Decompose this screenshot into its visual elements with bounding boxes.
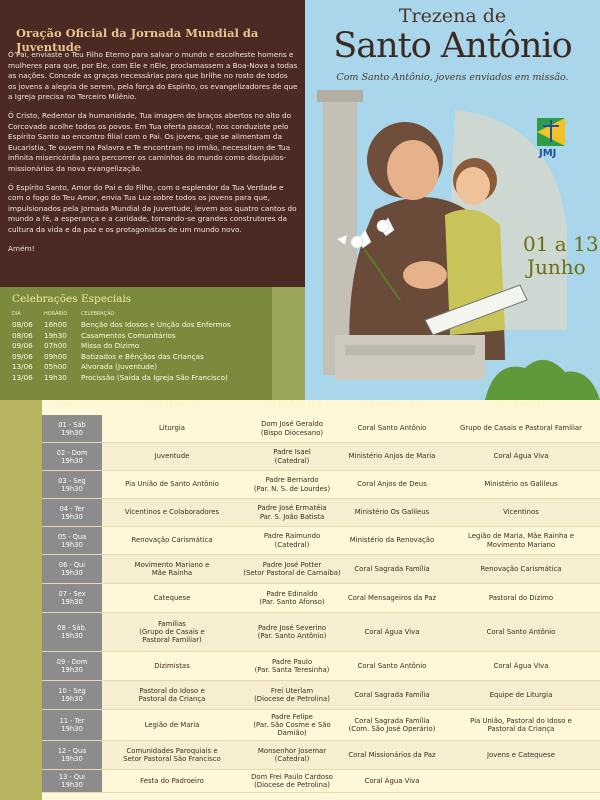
date-range: 01 a 13	[523, 232, 599, 256]
row-day: 02 - Dom	[56, 448, 88, 457]
cell-date	[42, 652, 102, 680]
prayer-paragraph: Ó Cristo, Redentor da humanidade, Tua imagem de braços abertos no alto do Corcovado acolhe todos os povos. Em Tua oferta pascal, nos conduziste pelo Espírito Santo ao encontro filial com o Pai. Os jovens, que se alimentam da Eucaristia, Te ouvem na Palavra e Te encontram no irmão, necessitam de Tua infinita misericórdia para percorrer os caminhos do mundo como discípulos-missionários da nova evangelização.	[8, 110, 292, 173]
cell-hosts: Coral Água Viva	[364, 776, 420, 785]
cell-celebrant: Padre Paulo (Par. Santa Teresinha)	[254, 657, 330, 674]
cell-date	[42, 770, 102, 792]
cell-date	[42, 443, 102, 470]
cell-celebrant: Padre José Severino (Par. Santo Antônio)	[257, 623, 327, 640]
prayer-paragraph: Ó Espírito Santo, Amor do Pai e do Filho, com o esplendor da Tua Verdade e com o fogo do Teu Amor, envia Tua Luz sobre todos os jovens para que, impulsionados pela Jornada Mundial da Juventude, levem aos quatro cantos do mundo a fé, a esperança e a caridade, tornando-se grandes construtores da cultura da vida e da paz e os protagonistas de um mundo novo.	[8, 182, 297, 234]
celebration-desc: Batizados e Bênçãos das Crianças	[81, 351, 204, 361]
table-row	[42, 443, 600, 470]
cell-nights: Liturgia	[158, 424, 186, 433]
cell-nights: Famílias (Grupo de Casais e Pastoral Familiar)	[139, 619, 205, 645]
cell-hosts: Ministério da Renovação	[349, 536, 435, 545]
cell-celebrant: Padre Bernardo (Par. N. S. de Lourdes)	[253, 476, 331, 493]
cell-date	[42, 555, 102, 583]
cell-date	[42, 415, 102, 442]
cell-fair: Pastoral do Dízimo	[488, 593, 554, 602]
cell-celebrant: Padre Edinaldo (Par. Santo Afonso)	[259, 589, 325, 606]
col-header-celebrants: CELEBRANTES	[261, 400, 323, 410]
celebration-desc: Benção dos Idosos e Unção dos Enfermos	[81, 320, 231, 329]
celebration-row	[12, 320, 272, 331]
cell-celebrant: Dom Frei Paulo Cardoso (Diocese de Petrolina)	[251, 772, 333, 789]
celebrations-list	[12, 320, 272, 384]
col-header-fair: QUERMESSE	[494, 400, 548, 410]
celebration-desc: Missa do Dízimo	[81, 341, 140, 351]
col-header-hosts: ANIMADORES	[363, 400, 421, 410]
celebration-row	[12, 373, 272, 384]
cell-date	[42, 741, 102, 769]
row-day: 13 - Qui	[58, 773, 86, 781]
cover-title-line1: Trezena de	[398, 5, 507, 27]
table-row	[42, 710, 600, 740]
table-row	[42, 741, 600, 769]
cell-nights: Dizimistas	[154, 661, 190, 670]
cell-hosts: Coral Missionários da Paz	[348, 750, 436, 759]
col-header-date: DATA	[61, 400, 83, 410]
cell-celebrant: Dom José Geraldo (Bispo Diocesano)	[260, 420, 324, 437]
table-row	[42, 681, 600, 709]
row-time: 19h30	[61, 512, 83, 521]
celebration-date: 13/06	[12, 362, 33, 372]
cover-title-line2: Santo Antônio	[333, 26, 572, 66]
jmj-logo	[537, 118, 565, 146]
cell-hosts: Coral Sagrada Família (Com. São José Operário)	[348, 716, 436, 733]
celebration-desc: Alvorada (Juventude)	[81, 362, 158, 372]
cell-date	[42, 710, 102, 740]
cell-hosts: Coral Sagrada Família	[354, 690, 430, 699]
row-day: 10 - Seg	[58, 687, 86, 695]
celebration-desc: Procissão (Saída da Igreja São Francisco)	[81, 372, 228, 382]
cell-celebrant: Padre José Ermatéia Par. S. João Batista	[257, 504, 327, 521]
cell-fair: Renovação Carismática	[480, 564, 562, 573]
celebration-time: 16h00	[44, 320, 67, 329]
table-row	[42, 584, 600, 612]
cell-nights: Catequese	[153, 593, 191, 602]
cell-celebrant: Monsenhor Josemar (Catedral)	[257, 746, 327, 763]
row-time: 19h30	[61, 456, 83, 465]
row-time: 19h30	[61, 598, 83, 606]
cell-fair	[442, 770, 600, 792]
cell-hosts: Coral Água Viva	[364, 627, 420, 636]
table-row	[42, 415, 600, 442]
cell-fair: Grupo de Casais e Pastoral Familiar	[460, 424, 582, 433]
table-row	[42, 613, 600, 651]
celebration-time: 09h00	[44, 351, 67, 361]
cell-celebrant: Padre José Potter (Setor Pastoral de Carnaíba)	[243, 560, 341, 577]
celebration-row	[12, 362, 272, 373]
cell-date	[42, 527, 102, 554]
cell-celebrant: Frei Uterlam (Diocese de Petrolina)	[254, 686, 330, 703]
header-date: DIA	[12, 311, 21, 317]
cell-celebrant: Padre Isael (Catedral)	[273, 448, 311, 465]
row-day: 08 - Sáb.	[57, 624, 87, 632]
cell-fair: Coral Água Viva	[493, 661, 549, 670]
row-divider	[42, 792, 600, 793]
table-row	[42, 499, 600, 526]
cell-nights: Festa do Padroeiro	[140, 776, 204, 785]
celebration-time: 19h30	[44, 372, 67, 382]
celebration-time: 07h00	[44, 341, 67, 351]
row-time: 19h30	[61, 725, 83, 733]
table-row	[42, 770, 600, 792]
cell-nights: Comunidades Paroquiais e Setor Pastoral São Francisco	[123, 746, 221, 763]
cell-fair: Equipe de Liturgia	[489, 690, 553, 699]
celebration-date: 08/06	[12, 320, 33, 329]
cell-hosts: Coral Santo Antônio	[357, 424, 427, 433]
prayer-paragraph: Amém!	[8, 243, 35, 253]
row-day: 06 - Qui	[58, 561, 86, 569]
cell-fair: Vicentinos	[503, 508, 539, 517]
cell-nights: Pia União de Santo Antônio	[125, 480, 219, 489]
row-day: 12 - Qua	[57, 747, 87, 755]
jmj-label: JMJ	[539, 148, 557, 159]
bush	[485, 360, 600, 400]
celebration-row	[12, 352, 272, 363]
row-day: 03 - Seg	[58, 476, 86, 485]
cell-nights: Legião de Maria	[144, 720, 200, 729]
cell-fair: Coral Santo Antônio	[486, 627, 556, 636]
row-time: 19h30	[61, 569, 83, 577]
cell-date	[42, 613, 102, 651]
row-day: 07 - Sex	[58, 590, 86, 598]
cover-subtitle: Com Santo Antônio, jovens enviados em missão.	[336, 72, 569, 83]
celebration-desc: Casamentos Comunitários	[81, 330, 176, 340]
row-time: 19h30	[61, 666, 83, 674]
cell-nights: Renovação Carismática	[131, 536, 213, 545]
cell-nights: Juventude	[154, 452, 190, 461]
cell-hosts: Coral Mensageiros da Paz	[347, 593, 437, 602]
row-day: 05 - Qua	[57, 532, 87, 541]
schedule-section	[0, 400, 600, 800]
cell-hosts: Coral Santo Antônio	[357, 661, 427, 670]
row-time: 19h30	[61, 540, 83, 549]
decorative-panel	[272, 287, 305, 400]
cover	[305, 0, 600, 400]
table-row	[42, 471, 600, 498]
prayer-text	[8, 50, 298, 262]
row-time: 19h30	[61, 428, 83, 437]
celebration-date: 09/06	[12, 351, 33, 361]
header-celebration: CELEBRAÇÃO	[81, 311, 115, 317]
cell-hosts: Ministério Anjos de Maria	[348, 452, 436, 461]
table-row	[42, 555, 600, 583]
cell-date	[42, 681, 102, 709]
celebration-row	[12, 331, 272, 342]
table-row	[42, 652, 600, 680]
celebration-date: 13/06	[12, 372, 33, 382]
row-day: 04 - Ter	[59, 504, 85, 513]
prayer-paragraph: Ó Pai, enviaste o Teu Filho Eterno para salvar o mundo e escolheste homens e mulheres para que, por Ele, com Ele e nEle, proclamassem a Boa-Nova a todas as nações. Concede as graças necessárias para que brilhe no rosto de todos os jovens a alegria de serem, pela força do Espírito, os evangelizadores de que a Igreja precisa no Terceiro Milênio.	[8, 50, 298, 102]
celebration-date: 08/06	[12, 330, 33, 340]
row-time: 19h30	[61, 755, 83, 763]
cell-nights: Movimento Mariano e Mãe Rainha	[134, 560, 210, 577]
saint-face	[387, 140, 439, 200]
row-time: 19h30	[61, 484, 83, 493]
row-day: 09 - Dom	[56, 658, 88, 666]
row-time: 19h30	[61, 695, 83, 703]
cell-celebrant: Padre Felipe (Par. São Cosme e São Damião)	[253, 712, 331, 738]
cell-date	[42, 584, 102, 612]
cell-date	[42, 471, 102, 498]
celebration-row	[12, 341, 272, 352]
special-celebrations	[0, 287, 272, 400]
cell-hosts: Coral Anjos de Deus	[357, 480, 427, 489]
celebrations-header	[12, 311, 272, 317]
date-month: Junho	[527, 255, 586, 279]
row-day: 01 - Sáb	[58, 420, 86, 429]
celebrations-title: Celebrações Especiais	[12, 293, 132, 305]
cell-celebrant: Padre Raimundo (Catedral)	[263, 532, 321, 549]
cell-nights: Pastoral do Idoso e Pastoral da Criança	[138, 686, 206, 703]
cell-fair: Ministério os Galileus	[484, 480, 558, 489]
row-time: 19h30	[61, 781, 83, 789]
table-row	[42, 527, 600, 554]
cell-date	[42, 499, 102, 526]
row-time: 19h30	[61, 632, 83, 640]
cell-fair: Pia União, Pastoral do Idoso e Pastoral da Criança	[470, 716, 572, 733]
celebration-time: 05h00	[44, 362, 67, 372]
col-header-nights: NOITEIROS	[148, 400, 196, 410]
celebration-time: 19h30	[44, 330, 67, 340]
row-day: 11 - Ter	[59, 717, 85, 725]
cell-hosts: Coral Sagrada Família	[354, 564, 430, 573]
cell-nights: Vicentinos e Colaboradores	[124, 508, 220, 517]
header-time: HORÁRIO	[44, 311, 68, 317]
cell-hosts: Ministério Os Galileus	[354, 508, 430, 517]
cell-fair: Legião de Maria, Mãe Rainha e Movimento Mariano	[468, 532, 574, 549]
prayer-title: Oração Oficial da Jornada Mundial da Juventude	[16, 26, 259, 54]
cell-fair: Coral Água Viva	[493, 452, 549, 461]
cell-fair: Jovens e Catequese	[487, 750, 555, 759]
celebration-date: 09/06	[12, 341, 33, 351]
